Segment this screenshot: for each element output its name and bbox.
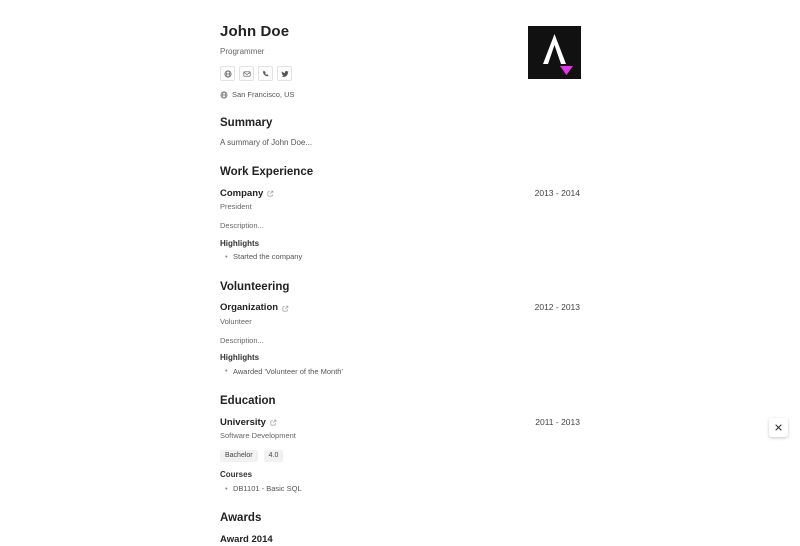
education-institution-label: University bbox=[220, 416, 266, 428]
work-description: Description... bbox=[220, 221, 264, 231]
education-institution[interactable] bbox=[220, 417, 277, 428]
volunteering-organization[interactable] bbox=[220, 302, 289, 313]
email-icon[interactable] bbox=[239, 66, 254, 81]
education-pills bbox=[220, 450, 580, 462]
work-company[interactable] bbox=[220, 188, 274, 199]
awards-title: Awards bbox=[220, 512, 262, 525]
section-work-experience bbox=[220, 166, 580, 263]
education-study-type: Bachelor bbox=[220, 450, 258, 462]
volunteering-entry bbox=[220, 302, 580, 377]
volunteering-dates: 2012 - 2013 bbox=[534, 302, 580, 313]
external-link-icon[interactable] bbox=[270, 419, 277, 426]
volunteering-highlights-list bbox=[220, 366, 580, 377]
volunteering-title: Volunteering bbox=[220, 280, 290, 293]
work-entry bbox=[220, 188, 580, 263]
education-gpa: 4.0 bbox=[264, 450, 284, 462]
external-link-icon[interactable] bbox=[282, 305, 289, 312]
education-area: Software Development bbox=[220, 431, 296, 441]
location bbox=[220, 90, 580, 99]
section-summary bbox=[220, 117, 580, 148]
list-item: • Started the company bbox=[220, 251, 580, 262]
social-links bbox=[220, 66, 580, 81]
work-title: Work Experience bbox=[220, 166, 314, 179]
section-volunteering bbox=[220, 281, 580, 378]
close-icon bbox=[774, 423, 783, 432]
page-title: John Doe bbox=[220, 23, 290, 40]
resume-content bbox=[220, 0, 580, 546]
work-dates: 2013 - 2014 bbox=[534, 187, 580, 198]
education-dates: 2011 - 2013 bbox=[535, 416, 580, 427]
location-label: San Francisco, US bbox=[232, 90, 295, 100]
education-title: Education bbox=[220, 395, 276, 408]
work-company-label: Company bbox=[220, 187, 264, 199]
summary-text: A summary of John Doe... bbox=[220, 137, 313, 147]
list-item: • DB1101 - Basic SQL bbox=[220, 483, 580, 494]
work-highlights-label: Highlights bbox=[220, 238, 260, 248]
volunteering-entry-head bbox=[220, 302, 580, 313]
volunteering-organization-label: Organization bbox=[220, 302, 279, 314]
section-awards bbox=[220, 512, 580, 545]
phone-icon[interactable] bbox=[258, 66, 273, 81]
close-button[interactable] bbox=[769, 418, 788, 437]
volunteering-position: Volunteer bbox=[220, 316, 252, 326]
volunteering-highlights-label: Highlights bbox=[220, 353, 260, 363]
resume-header bbox=[220, 0, 580, 99]
twitter-icon[interactable] bbox=[277, 66, 292, 81]
list-item: • Awarded 'Volunteer of the Month' bbox=[220, 366, 580, 377]
education-courses-label: Courses bbox=[220, 470, 253, 480]
education-entry-head bbox=[220, 417, 580, 428]
globe-icon bbox=[220, 91, 228, 99]
website-icon[interactable] bbox=[220, 66, 235, 81]
work-highlights-list bbox=[220, 251, 580, 262]
section-education bbox=[220, 395, 580, 494]
education-courses-list bbox=[220, 483, 580, 494]
education-entry bbox=[220, 417, 580, 494]
volunteering-description: Description... bbox=[220, 335, 264, 345]
role-label: Programmer bbox=[220, 46, 265, 56]
external-link-icon[interactable] bbox=[267, 190, 274, 197]
work-entry-head bbox=[220, 188, 580, 199]
summary-title: Summary bbox=[220, 117, 273, 130]
award-entry-title: Award 2014 bbox=[220, 534, 273, 546]
work-position: President bbox=[220, 202, 252, 212]
